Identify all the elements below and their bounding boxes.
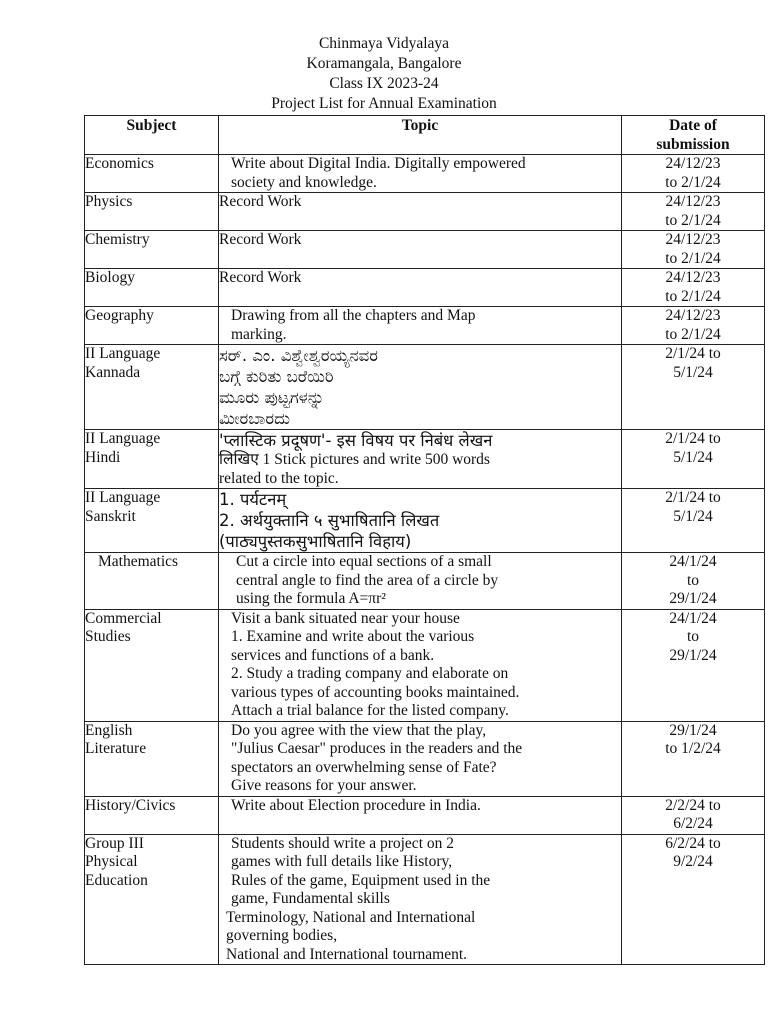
date-line: 5/1/24: [673, 448, 713, 466]
date-line: to 1/2/24: [665, 740, 721, 757]
date-line: 29/1/24: [669, 646, 717, 664]
topic-line: Give reasons for your answer.: [231, 777, 417, 794]
date-line: to 2/1/24: [665, 325, 721, 343]
subject-cell: [85, 345, 219, 430]
date-line: 24/12/23: [665, 193, 721, 210]
subject-cell: [85, 430, 219, 489]
table-row: [85, 269, 765, 307]
date-line: 6/2/24 to: [665, 834, 721, 852]
project-table: [84, 115, 765, 965]
table-row: [85, 609, 765, 721]
date-header-line: Date of: [669, 117, 717, 134]
subject-line: English: [85, 721, 133, 739]
subject-cell: [85, 489, 219, 553]
date-cell: [622, 721, 765, 796]
topic-cell: [219, 553, 622, 610]
topic-line: 1. पर्यटनम्: [219, 490, 287, 509]
date-line: 29/1/24: [669, 590, 717, 607]
table-row: [85, 155, 765, 193]
topic-line: ಮೀರಬಾರದು: [219, 409, 290, 428]
date-line: 24/12/23: [665, 155, 721, 172]
subject-line: II Language: [85, 430, 161, 447]
date-line: 2/1/24 to: [665, 430, 721, 447]
subject-cell: [85, 553, 219, 610]
topic-column-header: Topic: [219, 116, 622, 155]
table-row: [85, 231, 765, 269]
topic-line: game, Fundamental skills: [231, 890, 390, 907]
date-line: to 2/1/24: [665, 173, 721, 191]
topic-cell: [219, 489, 622, 553]
subject-line: Mathematics: [98, 553, 179, 570]
topic-cell: [219, 609, 622, 721]
document-title: Project List for Annual Examination: [271, 95, 497, 112]
class-year: Class IX 2023-24: [329, 75, 439, 92]
date-line: 2/1/24 to: [665, 345, 721, 362]
date-line: 6/2/24: [673, 815, 713, 832]
topic-line: using the formula A=πr²: [236, 590, 386, 607]
date-header-line: submission: [656, 135, 730, 153]
topic-line: Terminology, National and International: [226, 908, 476, 926]
topic-line: Record Work: [219, 231, 302, 248]
subject-line: Geography: [85, 307, 154, 324]
date-column-header: [622, 116, 765, 155]
subject-line: Education: [85, 871, 148, 889]
topic-line: ಮೂರು ಪುಟ್ಟಗಳನ್ನು: [219, 388, 325, 407]
topic-line: Record Work: [219, 193, 302, 210]
topic-line: 2. Study a trading company and elaborate on: [231, 665, 509, 682]
subject-line: Literature: [85, 740, 147, 757]
topic-line: ಬಗ್ಗೆ ಕುರಿತು ಬರೆಯಿರಿ: [219, 367, 334, 386]
date-line: to: [686, 628, 700, 645]
subject-cell: [85, 834, 219, 965]
date-cell: [622, 796, 765, 834]
date-line: 2/2/24 to: [665, 796, 721, 814]
topic-line: 'प्लास्टिक प्रदूषण'- इस विषय पर निबंध लेखन: [219, 431, 493, 450]
subject-cell: [85, 796, 219, 834]
topic-line: central angle to find the area of a circle by: [236, 571, 499, 589]
table-row: [85, 834, 765, 965]
table-row: [85, 430, 765, 489]
date-cell: [622, 269, 765, 307]
table-row: [85, 553, 765, 610]
topic-line: Drawing from all the chapters and Map: [231, 307, 476, 324]
date-line: 24/1/24: [669, 553, 717, 570]
topic-line: Rules of the game, Equipment used in the: [231, 871, 491, 889]
topic-line: Cut a circle into equal sections of a small: [236, 553, 492, 570]
date-line: to 2/1/24: [665, 249, 721, 267]
subject-cell: [85, 609, 219, 721]
date-cell: [622, 834, 765, 965]
topic-line: Write about Digital India. Digitally empowered: [231, 155, 526, 172]
subject-line: Physics: [85, 193, 133, 210]
date-line: 2/1/24 to: [665, 489, 721, 506]
date-line: 29/1/24: [669, 721, 717, 739]
topic-line: Do you agree with the view that the play,: [231, 721, 487, 739]
topic-line: Visit a bank situated near your house: [231, 609, 460, 627]
date-cell: [622, 430, 765, 489]
topic-cell: [219, 231, 622, 269]
topic-line: 1. Examine and write about the various: [231, 628, 475, 645]
subject-cell: [85, 721, 219, 796]
date-line: 5/1/24: [673, 363, 713, 381]
subject-line: Commercial: [85, 609, 162, 627]
subject-line: Kannada: [85, 363, 141, 381]
subject-line: II Language: [85, 345, 161, 362]
topic-cell: [219, 834, 622, 965]
topic-line: games with full details like History,: [231, 853, 453, 870]
table-row: [85, 345, 765, 430]
date-line: 5/1/24: [673, 507, 713, 525]
school-name: Chinmaya Vidyalaya: [318, 35, 450, 52]
date-line: to 2/1/24: [665, 287, 721, 305]
table-header-row: [85, 116, 765, 155]
topic-line: "Julius Caesar" produces in the readers and the: [231, 740, 523, 757]
topic-cell: [219, 307, 622, 345]
date-cell: [622, 345, 765, 430]
topic-line: related to the topic.: [219, 469, 339, 487]
topic-cell: [219, 193, 622, 231]
topic-line: Attach a trial balance for the listed company.: [231, 702, 509, 719]
topic-line: National and International tournament.: [226, 945, 468, 963]
subject-line: Studies: [85, 628, 131, 645]
topic-line: Record Work: [219, 269, 302, 286]
topic-line: (पाठ्यपुस्तकसुभाषितानि विहाय): [219, 532, 412, 551]
topic-cell: [219, 721, 622, 796]
table-row: [85, 193, 765, 231]
date-line: 24/1/24: [669, 609, 717, 627]
subject-line: Economics: [85, 155, 154, 172]
date-cell: [622, 155, 765, 193]
subject-cell: [85, 269, 219, 307]
topic-line: spectators an overwhelming sense of Fate?: [231, 758, 497, 776]
date-line: to: [686, 571, 700, 589]
date-cell: [622, 231, 765, 269]
subject-cell: [85, 155, 219, 193]
topic-line: governing bodies,: [226, 927, 338, 944]
subject-line: Group III: [85, 834, 144, 852]
topic-line: marking.: [231, 325, 287, 343]
subject-line: Chemistry: [85, 231, 150, 248]
subject-line: History/Civics: [85, 796, 176, 814]
topic-line: Write about Election procedure in India.: [231, 796, 481, 814]
topic-line: ಸರ್. ಎಂ. ವಿಶ್ವೇಶ್ವರಯ್ಯನವರ: [219, 346, 378, 365]
date-line: 24/12/23: [665, 269, 721, 286]
topic-line: Students should write a project on 2: [231, 834, 454, 852]
table-row: [85, 489, 765, 553]
date-cell: [622, 193, 765, 231]
date-line: to 2/1/24: [665, 211, 721, 229]
date-line: 24/12/23: [665, 231, 721, 248]
date-line: 9/2/24: [673, 853, 713, 870]
subject-line: Physical: [85, 853, 138, 870]
topic-line: various types of accounting books maintained.: [231, 683, 520, 701]
subject-cell: [85, 307, 219, 345]
school-location: Koramangala, Bangalore: [306, 55, 462, 72]
subject-line: Sanskrit: [85, 507, 136, 525]
table-row: [85, 721, 765, 796]
topic-cell: [219, 796, 622, 834]
subject-cell: [85, 231, 219, 269]
date-cell: [622, 489, 765, 553]
document-header: [0, 34, 768, 114]
table-row: [85, 307, 765, 345]
topic-line: 2. अर्थयुक्तानि ५ सुभाषितानि लिखत: [219, 511, 440, 530]
topic-line: society and knowledge.: [231, 173, 377, 191]
subject-line: Biology: [85, 269, 135, 286]
topic-cell: [219, 430, 622, 489]
subject-column-header: Subject: [85, 116, 219, 155]
topic-line: services and functions of a bank.: [231, 646, 435, 664]
subject-line: II Language: [85, 489, 161, 506]
topic-cell: [219, 269, 622, 307]
date-cell: [622, 307, 765, 345]
topic-cell: [219, 155, 622, 193]
subject-cell: [85, 193, 219, 231]
table-row: [85, 796, 765, 834]
date-cell: [622, 553, 765, 610]
date-cell: [622, 609, 765, 721]
topic-cell: [219, 345, 622, 430]
topic-line: लिखिए 1 Stick pictures and write 500 words: [219, 451, 490, 468]
subject-line: Hindi: [85, 448, 121, 466]
date-line: 24/12/23: [665, 307, 721, 324]
